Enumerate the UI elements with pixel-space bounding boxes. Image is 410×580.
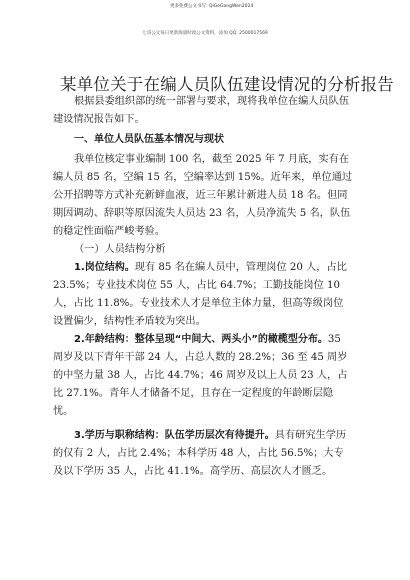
subsection-heading-1: （一）人员结构分析	[74, 244, 166, 255]
post-structure-text: 现有 85 名在编人员中，管理岗位 20 人，占比 23.5%；专业技术岗位 55 人，占比 64.7%；工勤技能岗位 10 人，占比 11.8%。专业技术人才是单位主体力量，但高等级岗位设置偏少，结构性矛盾较为突出。	[53, 262, 347, 327]
page-header-text: 更多免费公文书写: QiGeGongWen2024	[170, 4, 254, 9]
intro-paragraph: 根据县委组织部的统一部署与要求，现将我单位在编人员队伍建设情况报告如下。	[53, 96, 350, 125]
document-body	[53, 93, 353, 481]
age-structure-text: 35 周岁及以下青年干部 24 人，占总人数的 28.2%；36 至 45 周岁的中坚力量 38 人，占比 44.7%；46 周岁及以上人员 23 人，占比 27.1%。青年人才储备不足，且存在一定程度的年龄断层隐忧。	[53, 334, 348, 417]
page-subheader-text: 七哥公文每日更新海量时政公文资料，添加 QQ: 2500017569	[142, 31, 268, 36]
post-structure-heading: 1.岗位结构。	[74, 262, 135, 273]
paragraph-education-structure	[53, 427, 353, 481]
paragraph-age-structure	[53, 331, 353, 421]
education-structure-heading: 3.学历与职称结构：队伍学历层次有待提升。	[74, 430, 275, 441]
paragraph-post-structure	[53, 259, 353, 331]
age-structure-heading: 2.年龄结构：整体呈现“中间大、两头小”的橄榄型分布。	[74, 334, 328, 345]
paragraph-basic-situation: 我单位核定事业编制 100 名，截至 2025 年 7 月底，实有在编人员 85 名，空编 15 名，空编率达到 15%。近年来，单位通过公开招聘等方式补充新鲜血液，近三年累计新进人员 18 名。但同期因调动、辞职等原因流失人员达 23 名，人员净流失 5 名，队伍的稳定性面临严峻考验。	[53, 154, 353, 237]
education-structure-text: 具有研究生学历的仅有 2 人，占比 2.4%；本科学历 48 人，占比 56.5%；大专及以下学历 35 人，占比 41.1%。高学历、高层次人才匮乏。	[53, 430, 347, 477]
section-heading-1: 一、单位人员队伍基本情况与现状	[74, 134, 224, 145]
document-title: 某单位关于在编人员队伍建设情况的分析报告	[60, 75, 394, 94]
